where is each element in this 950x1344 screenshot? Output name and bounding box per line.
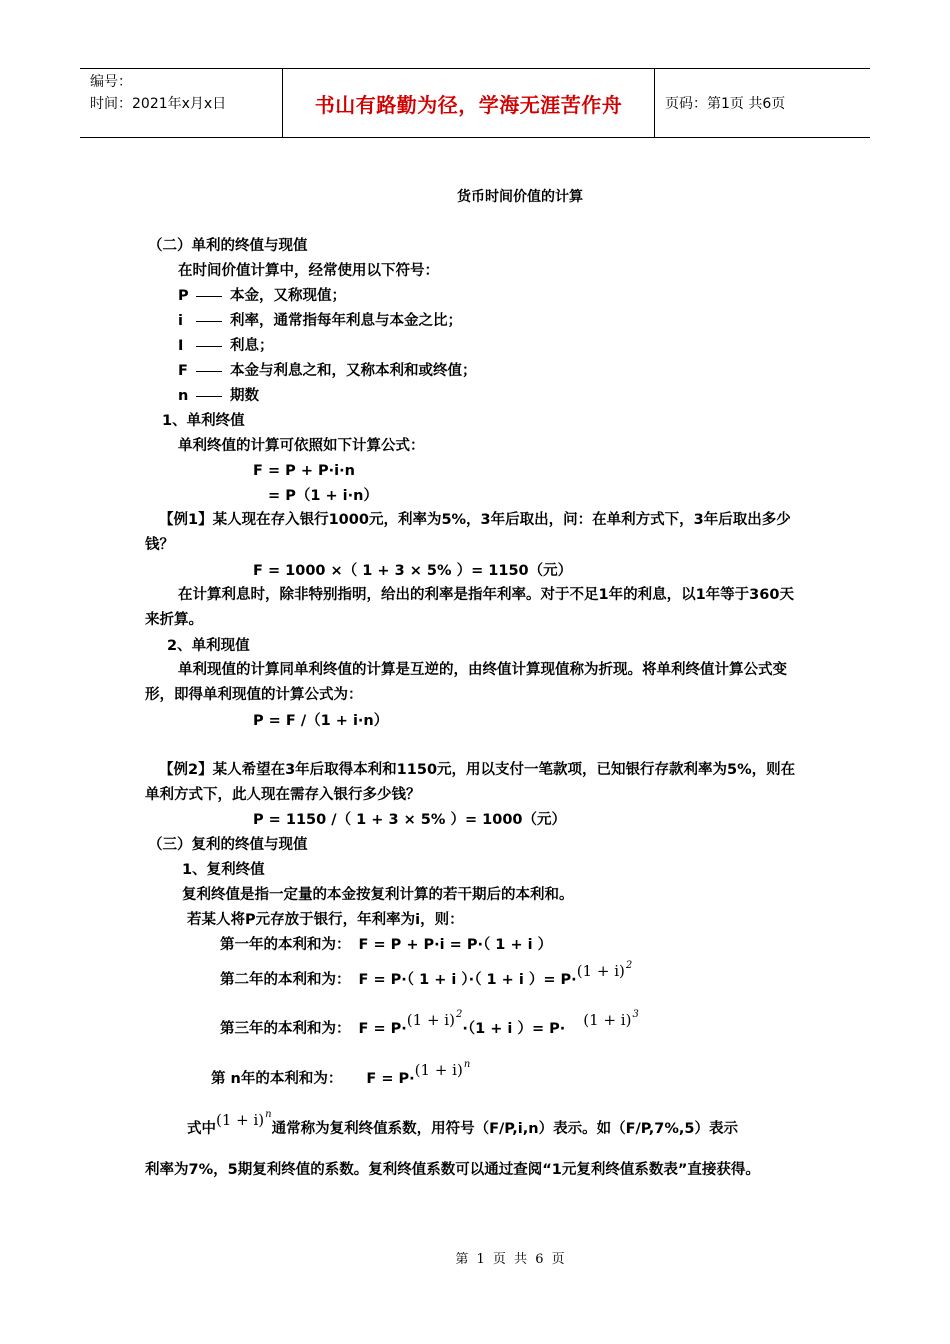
formula-base: (1 + i) bbox=[583, 1011, 632, 1029]
formula-term bbox=[415, 1061, 471, 1079]
dash-divider bbox=[196, 296, 222, 297]
symbol: i bbox=[178, 313, 183, 329]
section-heading-compound-interest: （三）复利的终值与现值 bbox=[148, 837, 308, 853]
year2-row bbox=[220, 960, 633, 992]
symbol: F bbox=[178, 363, 188, 379]
example-2-calculation: P = 1150 /（ 1 + 3 × 5% ）= 1000（元） bbox=[253, 812, 567, 828]
symbol: I bbox=[178, 338, 184, 354]
formula-term bbox=[216, 1111, 272, 1129]
symbol: P bbox=[178, 288, 189, 304]
exponent: n bbox=[463, 1059, 471, 1070]
page-header bbox=[80, 68, 870, 138]
formula-term bbox=[577, 962, 633, 980]
document-title-text: 货币时间价值的计算 bbox=[457, 189, 583, 205]
symbol-row bbox=[178, 361, 477, 381]
formula-base: (1 + i) bbox=[414, 1061, 463, 1079]
symbol-desc: 本金，又称现值； bbox=[230, 288, 346, 304]
symbol-row bbox=[178, 286, 346, 306]
header-time: 时间：2021年x月x日 bbox=[90, 96, 227, 112]
formula-term bbox=[407, 1011, 463, 1029]
formula-simple-fv: F = P + P·i·n bbox=[253, 463, 355, 479]
exponent: 2 bbox=[455, 1009, 463, 1020]
coefficient-text-continued: 利率为7%，5期复利终值的系数。复利终值系数可以通过查阅“1元复利终值系数表”直接获得。 bbox=[145, 1162, 760, 1178]
symbol: n bbox=[178, 388, 189, 404]
exponent: 3 bbox=[632, 1009, 639, 1020]
formula-simple-fv-2: = P（1 + i·n） bbox=[268, 488, 378, 504]
header-page-info: 页码：第1页 共6页 bbox=[665, 96, 786, 112]
footer-page-number: 第 1 页 共 6 页 bbox=[455, 1252, 567, 1267]
coefficient-row bbox=[187, 1109, 738, 1141]
year3-label: 第三年的本利和为： bbox=[220, 1021, 351, 1037]
dash-divider bbox=[196, 371, 222, 372]
year1-expression: F = P + P·i = P·（ 1 + i ） bbox=[358, 937, 553, 953]
year3-expression-b: ·（1 + i ）= P· bbox=[462, 1021, 566, 1037]
dash-divider bbox=[196, 346, 222, 347]
header-motto: 书山有路勤为径，学海无涯苦作舟 bbox=[283, 69, 655, 137]
year2-expression: F = P·（ 1 + i ）·（ 1 + i ）= P· bbox=[358, 972, 577, 988]
exponent: 2 bbox=[625, 960, 633, 971]
symbol-desc: 利率，通常指每年利息与本金之比； bbox=[230, 313, 462, 329]
year-n-row bbox=[211, 1059, 471, 1091]
example-2: 【例2】某人希望在3年后取得本利和1150元，用以支付一笔款项，已知银行存款利率为5%，则在单利方式下，此人现在需存入银行多少钱？ bbox=[145, 762, 796, 803]
compound-fv-definition: 复利终值是指一定量的本金按复利计算的若干期后的本利和。 bbox=[182, 887, 574, 903]
symbol-desc: 期数 bbox=[230, 388, 259, 404]
section-heading-simple-interest: （二）单利的终值与现值 bbox=[148, 238, 308, 254]
header-number: 编号： bbox=[90, 74, 132, 90]
year3-row bbox=[220, 1009, 639, 1041]
dash-divider bbox=[196, 321, 222, 322]
simple-pv-text: 单利现值的计算同单利终值的计算是互逆的，由终值计算现值称为折现。将单利终值计算公式变形，即得单利现值的计算公式为： bbox=[145, 662, 787, 703]
symbol-row bbox=[178, 311, 462, 331]
symbol-desc: 本金与利息之和，又称本利和或终值； bbox=[230, 363, 477, 379]
interest-note: 在计算利息时，除非特别指明，给出的利率是指年利率。对于不足1年的利息，以1年等于360天来折算。 bbox=[145, 587, 794, 628]
formula-base: (1 + i) bbox=[216, 1111, 265, 1129]
year2-label: 第二年的本利和为： bbox=[220, 972, 351, 988]
coefficient-prefix: 式中 bbox=[187, 1121, 216, 1137]
example-1-calculation: F = 1000 ×（ 1 + 3 × 5% ）= 1150（元） bbox=[253, 563, 573, 579]
example-1: 【例1】某人现在存入银行1000元，利率为5%，3年后取出，问：在单利方式下，3年后取出多少钱？ bbox=[145, 512, 791, 553]
symbol-desc: 利息； bbox=[230, 338, 274, 354]
formula-simple-pv: P = F /（1 + i·n） bbox=[253, 713, 389, 729]
subheading-simple-pv: 2、单利现值 bbox=[167, 638, 250, 654]
subheading-simple-fv: 1、单利终值 bbox=[162, 413, 245, 429]
formula-term bbox=[583, 1011, 639, 1029]
document-title bbox=[0, 186, 950, 206]
formula-base: (1 + i) bbox=[576, 962, 625, 980]
simple-fv-intro: 单利终值的计算可依照如下计算公式： bbox=[178, 438, 425, 454]
year1-row bbox=[220, 935, 552, 955]
subheading-compound-fv: 1、复利终值 bbox=[182, 862, 265, 878]
exponent: n bbox=[265, 1109, 272, 1120]
header-meta bbox=[80, 69, 283, 137]
year3-expression-a: F = P· bbox=[358, 1021, 407, 1037]
year-n-expression: F = P· bbox=[366, 1071, 415, 1087]
formula-base: (1 + i) bbox=[406, 1011, 455, 1029]
year1-label: 第一年的本利和为： bbox=[220, 937, 351, 953]
symbols-intro: 在时间价值计算中，经常使用以下符号： bbox=[178, 263, 439, 279]
year-n-label: 第 n年的本利和为： bbox=[211, 1071, 343, 1087]
coefficient-text: 通常称为复利终值系数，用符号（F/P,i,n）表示。如（F/P,7%,5）表示 bbox=[271, 1121, 738, 1137]
symbol-row bbox=[178, 336, 274, 356]
page-footer bbox=[0, 1248, 950, 1267]
symbol-row bbox=[178, 386, 259, 406]
dash-divider bbox=[196, 396, 222, 397]
compound-assumption: 若某人将P元存放于银行，年利率为i，则： bbox=[187, 912, 464, 928]
